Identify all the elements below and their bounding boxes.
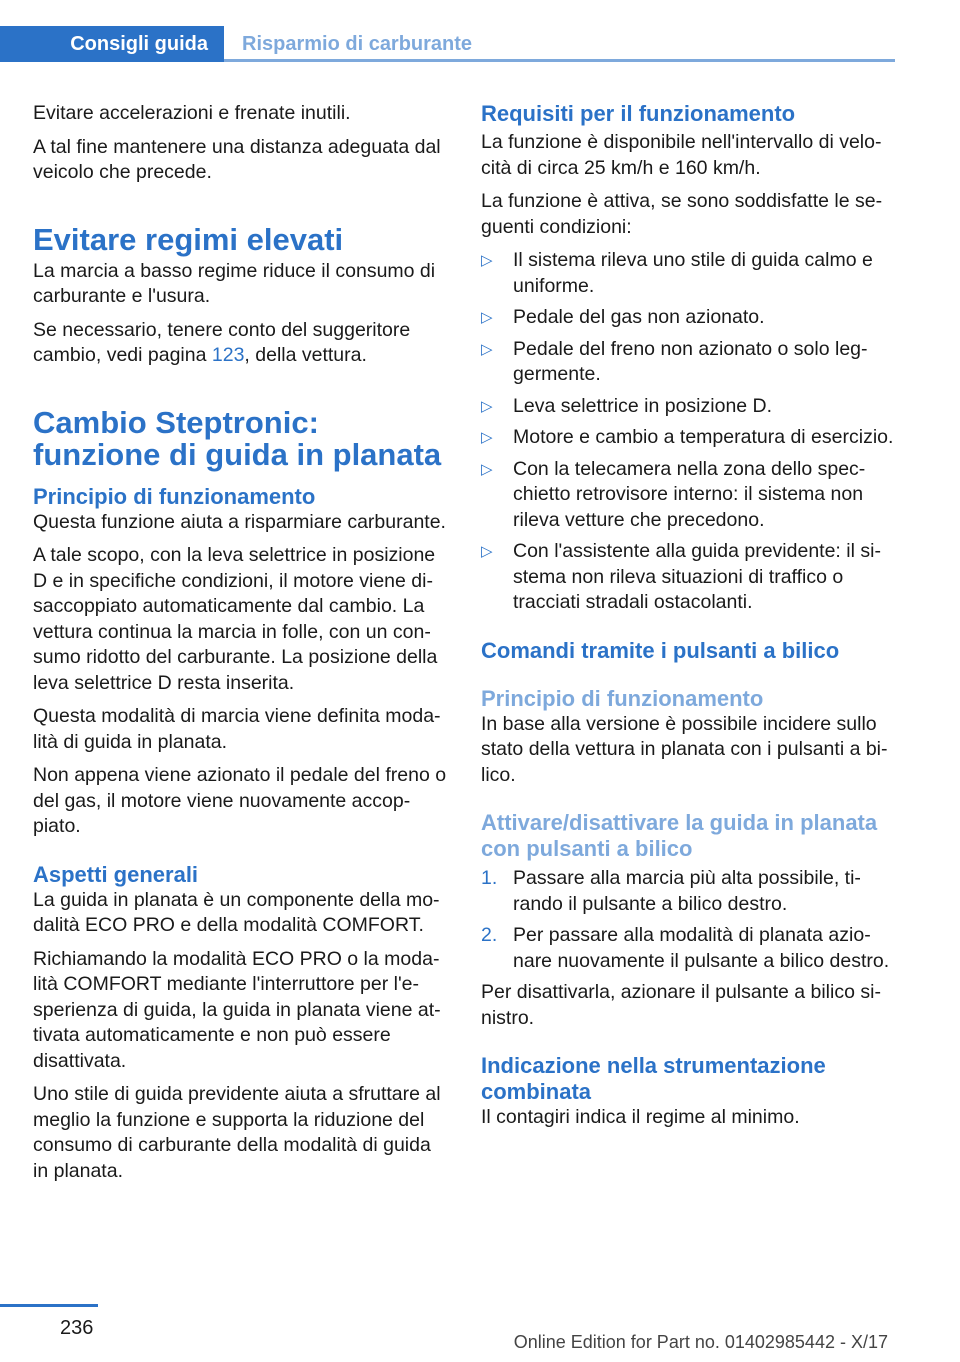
conditions-list: [481, 248, 896, 616]
paragraph: Richiamando la modalità ECO PRO o la modalità COMFORT mediante l'interruttore per l'esperienza di guida, la guida in planata viene attivata automaticamente e non può essere disattivata.: [33, 947, 441, 1072]
heading-principio-bilico: Principio di funzionamento: [481, 685, 764, 711]
paragraph: Uno stile di guida previdente aiuta a sfruttare al meglio la funzione e supporta la riduzione del consumo di carburante della modalità di guida in planata.: [33, 1083, 441, 1182]
list-item: 2. Per passare alla modalità di planata azionare nuovamente il pulsante a bilico destro.: [481, 924, 890, 972]
header-rule: [224, 59, 895, 62]
heading-requisiti: Requisiti per il funzionamento: [481, 101, 796, 126]
triangle-bullet-icon: ▷: [481, 340, 493, 358]
triangle-bullet-icon: ▷: [481, 252, 493, 269]
step-number: 2.: [481, 924, 498, 946]
paragraph: Il contagiri indica il regime al minimo.: [481, 1106, 800, 1128]
heading-indicazione: Indicazione nella strumentazione combinata: [481, 1053, 826, 1104]
page-number: 236: [60, 1317, 94, 1339]
page-header: [0, 26, 895, 62]
paragraph: Questa funzione aiuta a risparmiare carburante.: [33, 510, 446, 533]
paragraph: Questa modalità di marcia viene definita modalità di guida in planata.: [33, 705, 441, 753]
paragraph: Per disattivarla, azionare il pulsante a bilico sinistro.: [481, 981, 881, 1029]
heading-attivare-disattivare: Attivare/disattivare la guida in planata con pulsanti a bilico: [481, 810, 878, 861]
section-tab: Consigli guida: [0, 26, 224, 62]
page-link[interactable]: 123: [211, 344, 245, 366]
heading-principio: Principio di funzionamento: [33, 483, 316, 509]
heading-aspetti-generali: Aspetti generali: [33, 861, 199, 887]
left-column: [33, 101, 448, 1192]
paragraph-page-ref: [33, 318, 448, 369]
triangle-bullet-icon: ▷: [481, 460, 493, 478]
paragraph: La guida in planata è un componente della modalità ECO PRO e della modalità COMFORT.: [33, 888, 440, 936]
paragraph: La marcia a basso regime riduce il consumo di carburante e l'usura.: [33, 259, 436, 307]
paragraph-text: Se necessario, tenere conto del suggeritore cambio, vedi pagina: [33, 318, 411, 366]
right-column: [481, 101, 896, 1139]
heading-steptronic: Cambio Steptronic: funzione di guida in planata: [33, 404, 442, 472]
subsection-tab: Risparmio di carburante: [242, 32, 473, 55]
paragraph: La funzione è disponibile nell'intervallo di velocità di circa 25 km/h e 160 km/h.: [481, 131, 882, 179]
list-item: ▷ Pedale del gas non azionato.: [481, 305, 896, 331]
paragraph-text: , della vettura.: [244, 344, 367, 366]
footer-rule: [0, 1304, 98, 1307]
paragraph: In base alla versione è possibile incidere sullo stato della vettura in planata con i pulsanti a bilico.: [481, 712, 888, 786]
triangle-bullet-icon: ▷: [481, 309, 493, 326]
paragraph: Evitare accelerazioni e frenate inutili.: [33, 102, 351, 124]
paragraph: La funzione è attiva, se sono soddisfatte le seguenti condizioni:: [481, 190, 883, 238]
triangle-bullet-icon: ▷: [481, 397, 493, 415]
paragraph: A tale scopo, con la leva selettrice in posizione D e in specifiche condizioni, il motore viene disaccoppiato automaticamente dal cambio. La vettura continua la marcia in folle, con un consumo ridotto del carburante. La posizione della leva selettrice D resta inserita.: [33, 544, 438, 694]
paragraph: Non appena viene azionato il pedale del freno o del gas, il motore viene nuovamente accoppiato.: [33, 764, 447, 837]
list-item: ▷ Motore e cambio a temperatura di esercizio.: [481, 425, 896, 451]
list-item: ▷ Leva selettrice in posizione D.: [481, 394, 896, 420]
steps-list: [481, 866, 896, 974]
edition-label: Online Edition for Part no. 01402985442 - X/17: [513, 1332, 888, 1352]
heading-evitare-regimi: Evitare regimi elevati: [33, 221, 344, 257]
step-number: 1.: [481, 867, 498, 889]
list-item: ▷ Con la telecamera nella zona dello specchietto retrovisore interno: il sistema non rileva vetture che precedono.: [481, 457, 866, 531]
list-item: ▷ Pedale del freno non azionato o solo leggermente.: [481, 337, 868, 385]
paragraph: A tal fine mantenere una distanza adeguata dal veicolo che precede.: [33, 135, 441, 183]
heading-comandi: Comandi tramite i pulsanti a bilico: [481, 637, 840, 663]
list-item: 1. Passare alla marcia più alta possibile, tirando il pulsante a bilico destro.: [481, 867, 861, 915]
triangle-bullet-icon: ▷: [481, 543, 493, 560]
triangle-bullet-icon: ▷: [481, 429, 493, 446]
list-item: ▷ Il sistema rileva uno stile di guida calmo e uniforme.: [481, 249, 873, 297]
list-item: ▷ Con l'assistente alla guida previdente: il sistema non rileva situazioni di traffico o tracciati stradali ostacolanti.: [481, 540, 881, 613]
